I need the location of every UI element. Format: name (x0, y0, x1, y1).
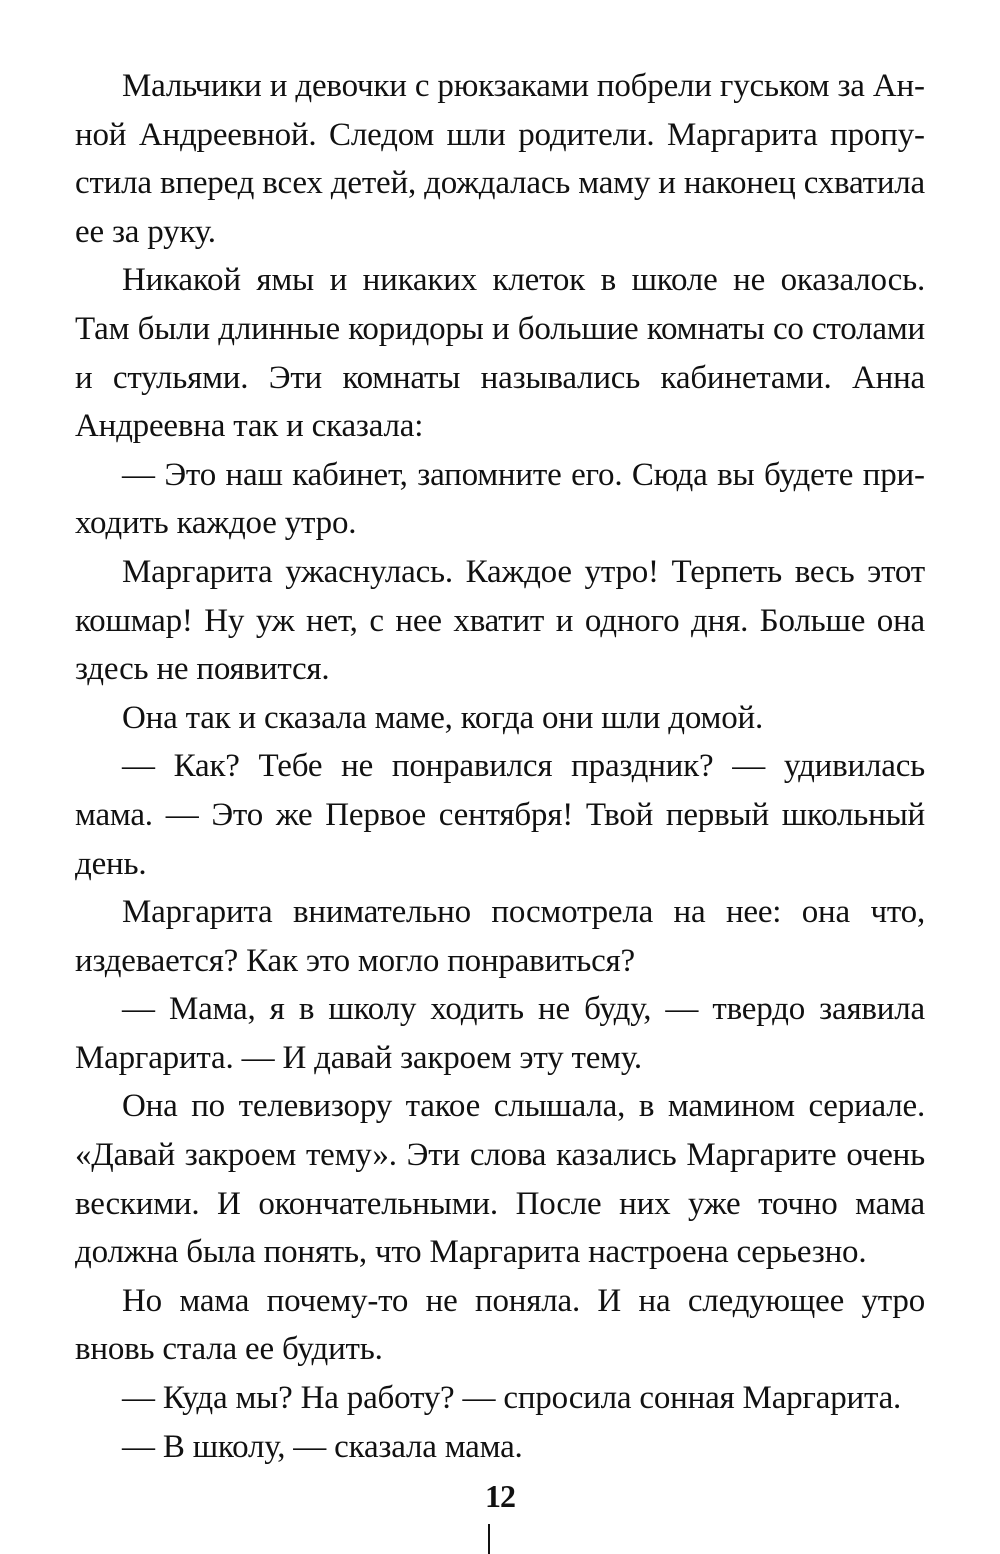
paragraph: Никакой ямы и никаких клеток в школе не оказалось. Там были длинные коридоры и большие комнаты со столами и стульями. Эти комнаты назывались кабинетами. Анна Андреевна так и сказала: (75, 262, 925, 445)
paragraph: Она по телевизору такое слышала, в мамином сериале. «Давай закроем тему». Эти слова казались Маргарите очень вескими. И окончательными. После них уже точно мама должна была понять, что Маргарита настроена серьезно. (75, 1088, 925, 1271)
paragraph: — Мама, я в школу ходить не буду, — твердо заявила Маргарита. — И давай закроем эту тему. (75, 991, 925, 1076)
page-text (75, 62, 925, 1471)
paragraph: — Это наш кабинет, запомните его. Сюда вы будете приходить каждое утро. (75, 456, 925, 542)
paragraph: Маргарита ужаснулась. Каждое утро! Терпеть весь этот кошмар! Ну уж нет, с нее хватит и одного дня. Больше она здесь не появится. (75, 553, 925, 688)
paragraph: — Как? Тебе не понравился праздник? — удивилась мама. — Это же Первое сентября! Твой первый школьный день. (75, 748, 925, 882)
page-number: 12 (485, 1478, 515, 1514)
page-number-rule (488, 1524, 490, 1554)
paragraph: Маргарита внимательно посмотрела на нее: она что, издевается? Как это могло понравиться? (75, 894, 925, 979)
paragraph: Мальчики и девочки с рюкзаками побрели гуськом за Анной Андреевной. Следом шли родители. Маргарита пропустила вперед всех детей, дождалась маму и наконец схватила ее за руку. (75, 68, 925, 250)
paragraph: — В школу, — сказала мама. (122, 1428, 523, 1465)
paragraph: — Куда мы? На работу? — спросила сонная Маргарита. (122, 1380, 902, 1417)
paragraph: Но мама почему-то не поняла. И на следующее утро вновь стала ее будить. (75, 1282, 925, 1368)
paragraph: Она так и сказала маме, когда они шли домой. (122, 699, 764, 736)
